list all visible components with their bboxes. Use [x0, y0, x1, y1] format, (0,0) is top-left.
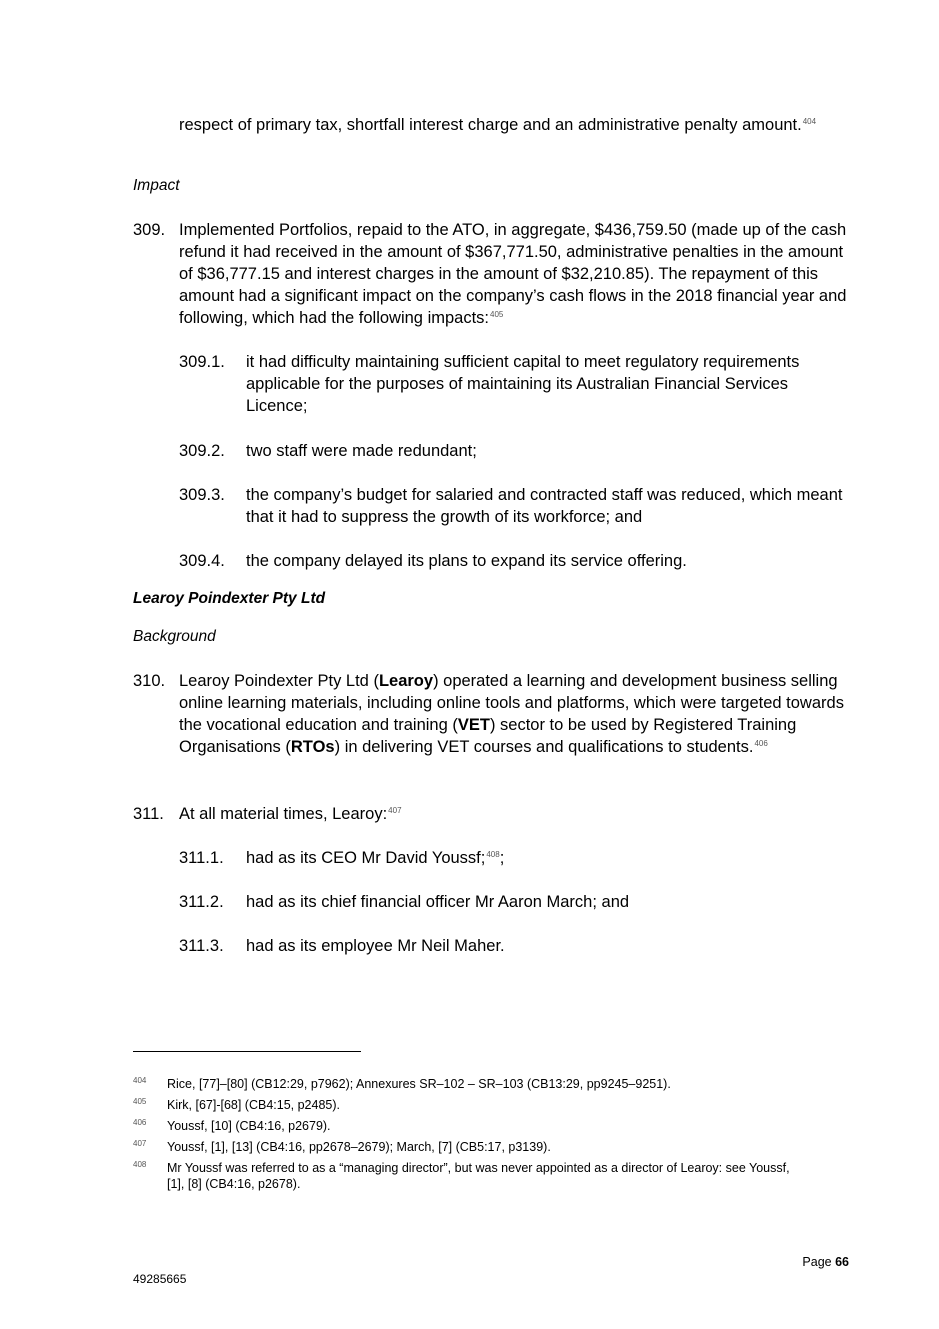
footnote-408: Mr Youssf was referred to as a “managing director”, but was never appointed as a director of Learoy: see Youssf, [1], [8] (CB4:16, p2678). — [167, 1161, 790, 1191]
footnote-ref[interactable]: 405 — [490, 310, 504, 319]
footnote-number: 407 — [133, 1139, 147, 1148]
footnote-number: 406 — [133, 1118, 147, 1127]
defined-term: Learoy — [378, 672, 434, 690]
paragraph-number-310: 310. — [133, 672, 166, 690]
paragraph-311: At all material times, Learoy:$^{407}$ — [179, 805, 402, 823]
heading-background: Background — [133, 628, 216, 645]
heading-impact: Impact — [133, 177, 180, 194]
subparagraph-number: 311.1. — [179, 849, 224, 867]
subparagraph-309-2: two staff were made redundant; — [246, 442, 477, 460]
footnote-number: 408 — [133, 1160, 147, 1169]
footnote-ref[interactable]: 408 — [486, 850, 500, 859]
subparagraph-311-1: had as its CEO Mr David Youssf;$^{408}$; — [246, 849, 505, 867]
paragraph-number-309: 309. — [133, 221, 166, 239]
paragraph-number-311: 311. — [133, 805, 164, 823]
subparagraph-309-1: it had difficulty maintaining sufficient capital to meet regulatory requirements applicable for the purposes of maintaining its Australian Financial Services Licence; — [246, 353, 800, 415]
subparagraph-number: 309.4. — [179, 552, 225, 570]
subparagraph-number: 311.2. — [179, 893, 224, 911]
document-id: 49285665 — [133, 1272, 187, 1286]
subparagraph-number: 309.1. — [179, 353, 225, 371]
subparagraph-309-3: the company’s budget for salaried and contracted staff was reduced, which meant that it had to suppress the growth of its workforce; and — [246, 486, 843, 526]
heading-company: Learoy Poindexter Pty Ltd — [133, 590, 326, 607]
footnote-ref[interactable]: 406 — [754, 739, 768, 748]
page-number: Page 66 — [802, 1255, 849, 1269]
continuation-paragraph: respect of primary tax, shortfall interest charge and an administrative penalty amount.$^{404}$ — [179, 116, 817, 134]
subparagraph-number: 311.3. — [179, 937, 224, 955]
defined-term: RTOs — [290, 738, 335, 756]
subparagraph-number: 309.3. — [179, 486, 225, 504]
footnote-405: Kirk, [67]-[68] (CB4:15, p2485). — [167, 1098, 341, 1112]
paragraph-309: Implemented Portfolios, repaid to the ATO, in aggregate, $436,759.50 (made up of the cash refund it had received in the amount of $367,771.50, administrative penalties in the amount of $36,777.15 and interest charges in the amount of $32,210.85). The repayment of this amount had a significant impact on the company’s cash flows in the 2018 financial year and following, which had the following impacts:$^{405}$ — [179, 221, 847, 327]
subparagraph-number: 309.2. — [179, 442, 225, 460]
defined-term: VET — [457, 716, 490, 734]
footnote-separator — [133, 1051, 361, 1052]
footnote-404: Rice, [77]–[80] (CB12:29, p7962); Annexures SR–102 – SR–103 (CB13:29, pp9245–9251). — [167, 1077, 671, 1091]
footnote-406: Youssf, [10] (CB4:16, p2679). — [167, 1119, 331, 1133]
footnote-number: 405 — [133, 1097, 147, 1106]
footnote-number: 404 — [133, 1076, 147, 1085]
subparagraph-311-2: had as its chief financial officer Mr Aaron March; and — [246, 893, 630, 911]
subparagraph-311-3: had as its employee Mr Neil Maher. — [246, 937, 505, 955]
footnote-ref[interactable]: 407 — [388, 806, 402, 815]
paragraph-310: Learoy Poindexter Pty Ltd (Learoy) operated a learning and development business selling online learning materials, including online tools and platforms, which were targeted towards the vocational education and training (VET) sector to be used by Registered Training Organisations (RTOs) in delivering VET courses and qualifications to students.$^{406}$ — [179, 672, 844, 756]
footnote-ref[interactable]: 404 — [802, 117, 817, 126]
subparagraph-309-4: the company delayed its plans to expand its service offering. — [246, 552, 687, 570]
footnote-407: Youssf, [1], [13] (CB4:16, pp2678–2679); March, [7] (CB5:17, p3139). — [167, 1140, 551, 1154]
